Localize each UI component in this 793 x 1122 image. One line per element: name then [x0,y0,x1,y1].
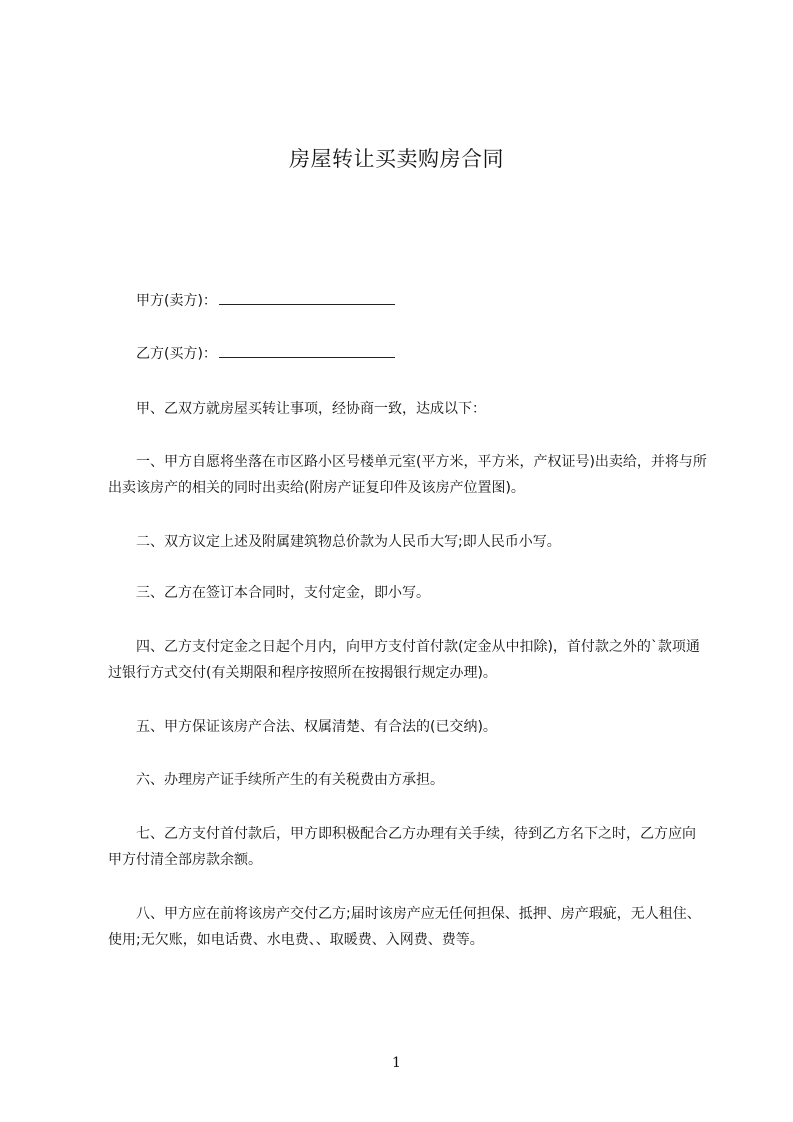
party-b-line [136,341,736,367]
clause-7: 七、乙方支付首付款后，甲方即积极配合乙方办理有关手续，待到乙方名下之时，乙方应向甲方付清全部房款余额。 [108,826,696,868]
clause-8: 八、甲方应在前将该房产交付乙方;届时该房产应无任何担保、抵押、房产瑕疵，无人租住、使用;无欠账，如电话费、水电费、、取暖费、入网费、费等。 [108,906,701,948]
preamble: 甲、乙双方就房屋买转让事项，经协商一致，达成以下： [136,401,486,417]
clause-1: 一、甲方自愿将坐落在市区路小区号楼单元室(平方米，平方米，产权证号)出卖给，并将与所出卖该房产的相关的同时出卖给(附房产证复印件及该房产位置图)。 [108,454,707,496]
clause-4: 四、乙方支付定金之日起个月内，向甲方支付首付款(定金从中扣除)，首付款之外的`款项通过银行方式交付(有关期限和程序按照所在按揭银行规定办理)。 [108,639,700,681]
clause-5: 五、甲方保证该房产合法、权属清楚、有合法的(已交纳)。 [136,719,497,735]
party-a-blank [219,288,395,305]
page-number: 1 [392,1055,401,1071]
document-title: 房屋转让买卖购房合同 [289,147,504,171]
party-a-line [136,288,736,314]
clause-3: 三、乙方在签订本合同时，支付定金，即小写。 [136,585,430,601]
party-b-blank [219,341,395,358]
party-b-label: 乙方(买方)： [136,346,217,362]
clause-2: 二、双方议定上述及附属建筑物总价款为人民币大写;即人民币小写。 [136,534,561,550]
clause-6: 六、办理房产证手续所产生的有关税费由方承担。 [136,772,444,788]
party-a-label: 甲方(卖方)： [136,293,217,309]
